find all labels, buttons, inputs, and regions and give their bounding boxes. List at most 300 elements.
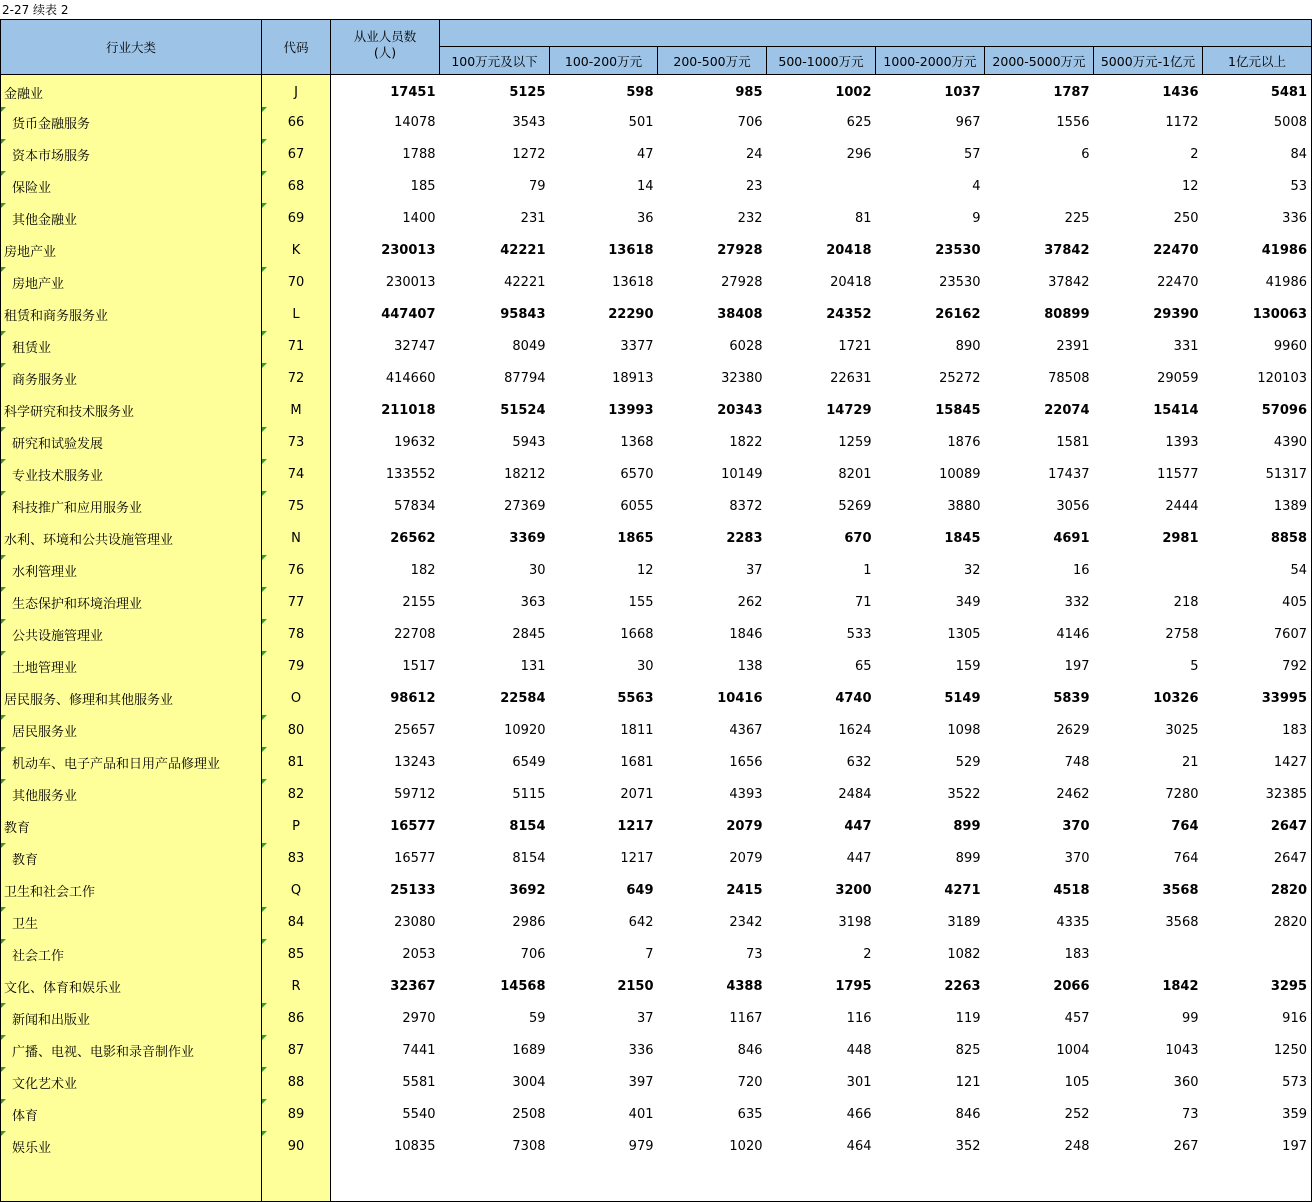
bracket-value-cell: 51524 [500,403,546,418]
bracket-value-cell: 79 [528,179,546,194]
bracket-value-cell: 131 [520,659,546,674]
bracket-value-cell: 6055 [620,499,654,514]
employee-count-cell: 230013 [385,275,436,290]
table-row [1,427,1312,459]
bracket-value-cell: 370 [1062,819,1090,834]
bracket-value-cell: 41986 [1203,235,1312,267]
table-row [1,651,1312,683]
empty-cell [440,1163,550,1202]
table-row [1,107,1312,139]
bracket-value-cell: 10920 [504,723,546,738]
industry-name-cell: 卫生 [1,907,262,939]
table-filler-row [1,1163,1312,1202]
bracket-value-cell: 10326 [1153,691,1199,706]
bracket-value-cell: 1217 [617,819,654,834]
industry-name-cell: 娱乐业 [1,1131,262,1163]
bracket-value-cell: 397 [628,1075,654,1090]
bracket-value-cell: 748 [1064,755,1090,770]
industry-code-cell: 84 [262,907,331,939]
table-row [1,203,1312,235]
industry-code-cell: N [262,523,331,555]
bracket-value-cell: 252 [1064,1107,1090,1122]
bracket-value-cell: 248 [1064,1139,1090,1154]
bracket-value-cell: 4691 [1053,531,1090,546]
industry-name-cell: 商务服务业 [1,363,262,395]
bracket-value-cell: 262 [737,595,763,610]
industry-code-cell: 78 [262,619,331,651]
bracket-value-cell: 9 [972,211,981,226]
bracket-value-cell: 17437 [1048,467,1090,482]
industry-code-cell: L [262,299,331,331]
bracket-value-cell: 899 [953,819,981,834]
bracket-value-cell: 32380 [721,371,763,386]
bracket-value-cell: 3200 [835,883,872,898]
bracket-value-cell: 29390 [1153,307,1199,322]
bracket-value-cell: 5269 [838,499,872,514]
bracket-value-cell: 336 [1203,203,1312,235]
bracket-value-cell: 979 [628,1139,654,1154]
bracket-value-cell: 890 [955,339,981,354]
bracket-value-cell: 20418 [826,243,872,258]
bracket-value-cell: 1020 [729,1139,763,1154]
employee-count-cell: 2155 [402,595,436,610]
bracket-value-cell: 2845 [512,627,546,642]
bracket-value-cell: 349 [955,595,981,610]
bracket-value-cell: 22074 [1044,403,1090,418]
employee-count-cell: 25657 [394,723,436,738]
industry-name-cell: 生态保护和环境治理业 [1,587,262,619]
bracket-value-cell: 967 [955,115,981,130]
bracket-value-cell: 2629 [1056,723,1090,738]
empty-cell [767,1163,876,1202]
industry-code-cell: 69 [262,203,331,235]
bracket-value-cell [1203,939,1312,971]
industry-code-cell: 88 [262,1067,331,1099]
bracket-value-cell: 5008 [1203,107,1312,139]
bracket-value-cell [1094,555,1203,587]
bracket-value-cell: 22631 [830,371,872,386]
industry-name-cell: 房地产业 [1,267,262,299]
bracket-value-cell: 15414 [1153,403,1199,418]
bracket-value-cell: 1167 [729,1011,763,1026]
bracket-value-cell: 363 [520,595,546,610]
bracket-value-cell: 121 [955,1075,981,1090]
bracket-value-cell: 846 [955,1107,981,1122]
bracket-value-cell: 71 [854,595,872,610]
table-row [1,267,1312,299]
employee-count-cell: 1517 [402,659,436,674]
bracket-value-cell: 33995 [1203,683,1312,715]
industry-name-cell: 公共设施管理业 [1,619,262,651]
empty-cell [876,1163,985,1202]
employee-count-cell: 133552 [385,467,436,482]
bracket-value-cell: 2820 [1203,875,1312,907]
bracket-value-cell: 12 [1181,179,1199,194]
table-row [1,1099,1312,1131]
bracket-value-cell: 8858 [1203,523,1312,555]
empty-cell [1203,1163,1312,1202]
header-bracket-4: 1000-2000万元 [876,47,985,75]
bracket-value-cell: 36 [636,211,654,226]
bracket-value-cell: 4367 [729,723,763,738]
bracket-value-cell: 5125 [509,85,546,101]
bracket-value-cell: 447 [844,819,872,834]
bracket-value-cell: 3189 [947,915,981,930]
bracket-value-cell: 296 [846,147,872,162]
bracket-value-cell: 4393 [729,787,763,802]
employee-count-cell: 447407 [381,307,436,322]
bracket-value-cell: 8372 [729,499,763,514]
industry-code-cell: 75 [262,491,331,523]
employee-count-cell: 98612 [390,691,436,706]
bracket-value-cell: 23530 [939,275,981,290]
bracket-value-cell: 1004 [1056,1043,1090,1058]
industry-code-cell: 82 [262,779,331,811]
bracket-value-cell: 116 [846,1011,872,1026]
bracket-value-cell: 3377 [620,339,654,354]
industry-name-cell: 金融业 [1,75,262,107]
bracket-value-cell: 649 [626,883,654,898]
industry-name-cell: 专业技术服务业 [1,459,262,491]
bracket-value-cell: 3198 [838,915,872,930]
table-row [1,491,1312,523]
employee-count-cell: 182 [410,563,436,578]
bracket-value-cell: 5149 [944,691,981,706]
empty-cell [658,1163,767,1202]
employee-count-cell: 185 [410,179,436,194]
bracket-value-cell: 1389 [1203,491,1312,523]
bracket-value-cell: 3543 [512,115,546,130]
bracket-value-cell: 1037 [944,85,981,101]
bracket-value-cell: 225 [1064,211,1090,226]
industry-name-cell: 体育 [1,1099,262,1131]
bracket-value-cell: 1250 [1203,1035,1312,1067]
industry-name-cell: 其他服务业 [1,779,262,811]
table-row [1,939,1312,971]
table-row [1,459,1312,491]
bracket-value-cell: 1172 [1165,115,1199,130]
bracket-value-cell: 501 [628,115,654,130]
industry-name-cell: 保险业 [1,171,262,203]
bracket-value-cell: 99 [1181,1011,1199,1026]
industry-code-cell: 89 [262,1099,331,1131]
bracket-value-cell: 16 [1072,563,1090,578]
employee-count-cell: 2053 [402,947,436,962]
bracket-value-cell: 12 [636,563,654,578]
bracket-value-cell: 1668 [620,627,654,642]
bracket-value-cell: 6570 [620,467,654,482]
bracket-value-cell: 1681 [620,755,654,770]
table-row [1,1003,1312,1035]
table-row [1,363,1312,395]
bracket-value-cell: 1436 [1162,85,1199,101]
empty-cell [550,1163,658,1202]
employee-count-cell: 1788 [402,147,436,162]
bracket-value-cell: 250 [1173,211,1199,226]
bracket-value-cell: 1 [863,563,872,578]
industry-code-cell: 85 [262,939,331,971]
industry-code-cell: P [262,811,331,843]
bracket-value-cell: 2758 [1165,627,1199,642]
header-code: 代码 [262,20,331,75]
bracket-value-cell: 29059 [1157,371,1199,386]
bracket-value-cell: 8154 [509,819,546,834]
bracket-value-cell: 2444 [1165,499,1199,514]
bracket-value-cell: 336 [628,1043,654,1058]
bracket-value-cell: 2079 [726,819,763,834]
bracket-value-cell: 155 [628,595,654,610]
bracket-value-cell: 2 [1190,147,1199,162]
bracket-value-cell: 78508 [1048,371,1090,386]
bracket-value-cell: 183 [1203,715,1312,747]
table-row [1,75,1312,107]
industry-name-cell: 租赁和商务服务业 [1,299,262,331]
bracket-value-cell: 7308 [512,1139,546,1154]
table-row [1,747,1312,779]
bracket-value-cell: 197 [1203,1131,1312,1163]
bracket-value-cell: 197 [1064,659,1090,674]
bracket-value-cell: 3568 [1162,883,1199,898]
bracket-value-cell: 1368 [620,435,654,450]
header-bracket-7: 1亿元以上 [1203,47,1312,75]
bracket-value-cell: 18913 [612,371,654,386]
bracket-value-cell: 457 [1064,1011,1090,1026]
bracket-value-cell: 1082 [947,947,981,962]
bracket-value-cell: 54 [1203,555,1312,587]
employee-count-cell: 59712 [394,787,436,802]
bracket-value-cell: 2066 [1053,979,1090,994]
bracket-value-cell: 1217 [620,851,654,866]
employee-count-cell: 22708 [394,627,436,642]
bracket-value-cell: 4740 [835,691,872,706]
employee-count-cell: 1400 [402,211,436,226]
bracket-value-cell: 13618 [608,243,654,258]
bracket-value-cell: 466 [846,1107,872,1122]
employee-count-cell: 211018 [381,403,436,418]
bracket-value-cell: 2079 [729,851,763,866]
bracket-value-cell: 5943 [512,435,546,450]
bracket-value-cell: 2415 [726,883,763,898]
industry-name-cell: 教育 [1,811,262,843]
employee-count-cell: 2970 [402,1011,436,1026]
employee-count-cell: 19632 [394,435,436,450]
employee-count-cell: 414660 [385,371,436,386]
bracket-value-cell: 764 [1173,851,1199,866]
industry-code-cell: 76 [262,555,331,587]
industry-code-cell: 71 [262,331,331,363]
bracket-value-cell: 24 [745,147,763,162]
bracket-value-cell: 30 [528,563,546,578]
bracket-value-cell: 985 [735,85,763,101]
bracket-value-cell: 4271 [944,883,981,898]
industry-code-cell: Q [262,875,331,907]
header-bracket-6: 5000万元-1亿元 [1094,47,1203,75]
industry-code-cell: 66 [262,107,331,139]
employee-count-cell: 25133 [390,883,436,898]
bracket-value-cell: 1624 [838,723,872,738]
bracket-value-cell: 21 [1181,755,1199,770]
bracket-value-cell: 1689 [512,1043,546,1058]
bracket-value-cell: 1393 [1165,435,1199,450]
bracket-value-cell: 4 [972,179,981,194]
industry-code-cell: O [262,683,331,715]
bracket-value-cell: 1002 [835,85,872,101]
bracket-value-cell: 6 [1081,147,1090,162]
bracket-value-cell: 59 [528,1011,546,1026]
bracket-value-cell: 24352 [826,307,872,322]
header-bracket-3: 500-1000万元 [767,47,876,75]
bracket-value-cell: 41986 [1203,267,1312,299]
industry-code-cell: R [262,971,331,1003]
industry-name-cell: 文化、体育和娱乐业 [1,971,262,1003]
industry-code-cell: 90 [262,1131,331,1163]
table-row [1,811,1312,843]
table-row [1,395,1312,427]
industry-name-cell: 水利、环境和公共设施管理业 [1,523,262,555]
bracket-value-cell: 25272 [939,371,981,386]
industry-code-cell: 72 [262,363,331,395]
bracket-value-cell: 42221 [504,275,546,290]
bracket-value-cell: 57096 [1203,395,1312,427]
employee-count-cell: 5540 [402,1107,436,1122]
industry-name-cell: 土地管理业 [1,651,262,683]
bracket-value-cell: 10089 [939,467,981,482]
bracket-value-cell: 448 [846,1043,872,1058]
industry-name-cell: 水利管理业 [1,555,262,587]
bracket-value-cell: 1721 [838,339,872,354]
bracket-value-cell: 3004 [512,1075,546,1090]
industry-name-cell: 房地产业 [1,235,262,267]
bracket-value-cell: 14 [636,179,654,194]
industry-name-cell: 其他金融业 [1,203,262,235]
empty-cell [985,1163,1094,1202]
bracket-value-cell: 825 [955,1043,981,1058]
bracket-value-cell: 1795 [835,979,872,994]
industry-code-cell: 77 [262,587,331,619]
bracket-value-cell: 4146 [1056,627,1090,642]
bracket-value-cell: 37 [636,1011,654,1026]
bracket-value-cell: 2462 [1056,787,1090,802]
bracket-value-cell: 37842 [1048,275,1090,290]
bracket-value-cell: 11577 [1157,467,1199,482]
industry-code-cell: 73 [262,427,331,459]
bracket-value-cell: 899 [955,851,981,866]
bracket-value-cell: 764 [1171,819,1199,834]
bracket-value-cell: 30 [636,659,654,674]
industry-code-cell: M [262,395,331,427]
bracket-value-cell: 635 [737,1107,763,1122]
bracket-value-cell: 1656 [729,755,763,770]
employee-count-cell: 10835 [394,1139,436,1154]
bracket-value-cell: 4390 [1203,427,1312,459]
bracket-value-cell: 846 [737,1043,763,1058]
bracket-value-cell: 7 [645,947,654,962]
bracket-value-cell: 14568 [500,979,546,994]
empty-cell [331,1163,440,1202]
industry-name-cell: 资本市场服务 [1,139,262,171]
bracket-value-cell: 625 [846,115,872,130]
header-bracket-2: 200-500万元 [658,47,767,75]
industry-name-cell: 居民服务、修理和其他服务业 [1,683,262,715]
table-row [1,907,1312,939]
bracket-value-cell: 120103 [1203,363,1312,395]
industry-name-cell: 货币金融服务 [1,107,262,139]
bracket-value-cell: 1811 [620,723,654,738]
bracket-value-cell: 1581 [1056,435,1090,450]
bracket-value-cell: 65 [854,659,872,674]
industry-name-cell: 文化艺术业 [1,1067,262,1099]
bracket-value-cell: 720 [737,1075,763,1090]
bracket-value-cell: 23 [745,179,763,194]
bracket-value-cell: 2263 [944,979,981,994]
bracket-value-cell: 42221 [500,243,546,258]
bracket-value-cell: 73 [1181,1107,1199,1122]
industry-code-cell: 83 [262,843,331,875]
table-row [1,1131,1312,1163]
industry-code-cell: 67 [262,139,331,171]
bracket-value-cell: 533 [846,627,872,642]
header-bracket-0: 100万元及以下 [440,47,550,75]
bracket-value-cell: 22290 [608,307,654,322]
bracket-value-cell: 95843 [500,307,546,322]
bracket-value-cell: 1865 [617,531,654,546]
employee-count-cell: 16577 [394,851,436,866]
bracket-value-cell: 51317 [1203,459,1312,491]
bracket-value-cell: 706 [520,947,546,962]
bracket-value-cell: 1842 [1162,979,1199,994]
bracket-value-cell: 20343 [717,403,763,418]
bracket-value-cell: 360 [1173,1075,1199,1090]
bracket-value-cell: 5481 [1203,75,1312,107]
table-row [1,1067,1312,1099]
bracket-value-cell: 138 [737,659,763,674]
table-row [1,683,1312,715]
table-row [1,171,1312,203]
bracket-value-cell: 8049 [512,339,546,354]
bracket-value-cell: 8201 [838,467,872,482]
bracket-value-cell: 1822 [729,435,763,450]
bracket-value-cell: 80899 [1044,307,1090,322]
table-row [1,523,1312,555]
bracket-value-cell: 632 [846,755,872,770]
bracket-value-cell: 2071 [620,787,654,802]
bracket-value-cell: 2150 [617,979,654,994]
bracket-value-cell: 464 [846,1139,872,1154]
industry-code-cell: K [262,235,331,267]
bracket-value-cell: 18212 [504,467,546,482]
bracket-value-cell: 27928 [721,275,763,290]
bracket-value-cell: 706 [737,115,763,130]
bracket-value-cell: 105 [1064,1075,1090,1090]
employee-count-cell: 17451 [390,85,436,101]
bracket-value-cell: 5 [1190,659,1199,674]
bracket-value-cell: 792 [1203,651,1312,683]
bracket-value-cell: 916 [1203,1003,1312,1035]
table-row [1,555,1312,587]
bracket-value-cell: 3692 [509,883,546,898]
industry-code-cell: 68 [262,171,331,203]
bracket-value-cell: 20418 [830,275,872,290]
industry-code-cell: 70 [262,267,331,299]
industry-code-cell: 87 [262,1035,331,1067]
bracket-value-cell: 32 [963,563,981,578]
bracket-value-cell: 81 [854,211,872,226]
table-row [1,587,1312,619]
bracket-value-cell: 14729 [826,403,872,418]
bracket-value-cell: 84 [1203,139,1312,171]
bracket-value-cell: 1305 [947,627,981,642]
industry-name-cell: 研究和试验发展 [1,427,262,459]
